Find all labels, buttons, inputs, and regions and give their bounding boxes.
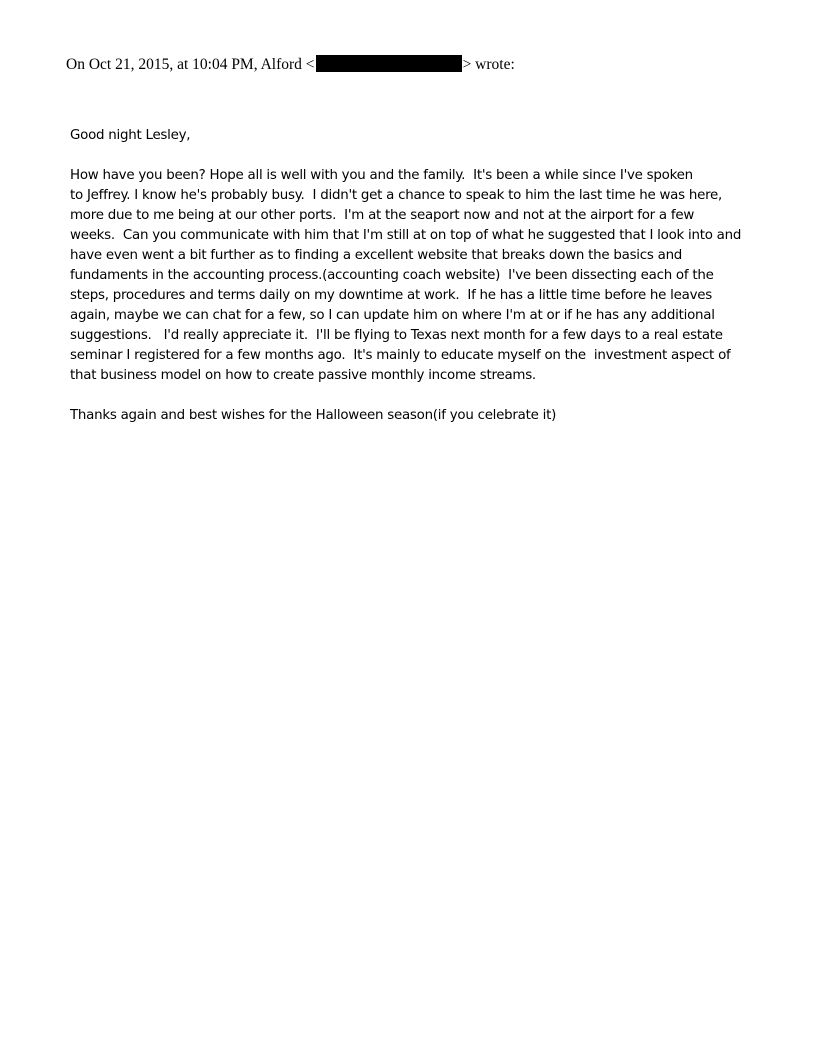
body-line: more due to me being at our other ports. I'm at the seaport now and not at the airport for a few <box>70 208 695 223</box>
body-line: weeks. Can you communicate with him that I'm still at on top of what he suggested that I look into and <box>70 228 742 243</box>
body-line: have even went a bit further as to finding a excellent website that breaks down the basics and <box>70 248 683 263</box>
header-prefix: On Oct 21, 2015, at 10:04 PM, Alford < <box>66 56 315 73</box>
email-greeting: Good night Lesley, <box>70 128 191 143</box>
header-suffix: > wrote: <box>462 56 515 73</box>
body-line: How have you been? Hope all is well with you and the family. It's been a while since I've spoken <box>70 168 693 183</box>
body-line: that business model on how to create passive monthly income streams. <box>70 368 536 383</box>
email-closing: Thanks again and best wishes for the Halloween season(if you celebrate it) <box>70 408 557 423</box>
body-line: steps, procedures and terms daily on my downtime at work. If he has a little time before he leaves <box>70 288 712 303</box>
body-line: seminar I registered for a few months ago. It's mainly to educate myself on the investment aspect of <box>70 348 731 363</box>
email-body <box>70 126 750 446</box>
body-line: to Jeffrey. I know he's probably busy. I didn't get a chance to speak to him the last time he was here, <box>70 188 723 203</box>
body-line: suggestions. I'd really appreciate it. I'll be flying to Texas next month for a few days to a real estate <box>70 328 723 343</box>
redacted-email-address <box>316 55 462 72</box>
email-main-paragraph <box>70 166 750 386</box>
body-line: fundaments in the accounting process.(accounting coach website) I've been dissecting each of the <box>70 268 714 283</box>
email-quote-header <box>66 55 515 75</box>
body-line: again, maybe we can chat for a few, so I can update him on where I'm at or if he has any additional <box>70 308 715 323</box>
